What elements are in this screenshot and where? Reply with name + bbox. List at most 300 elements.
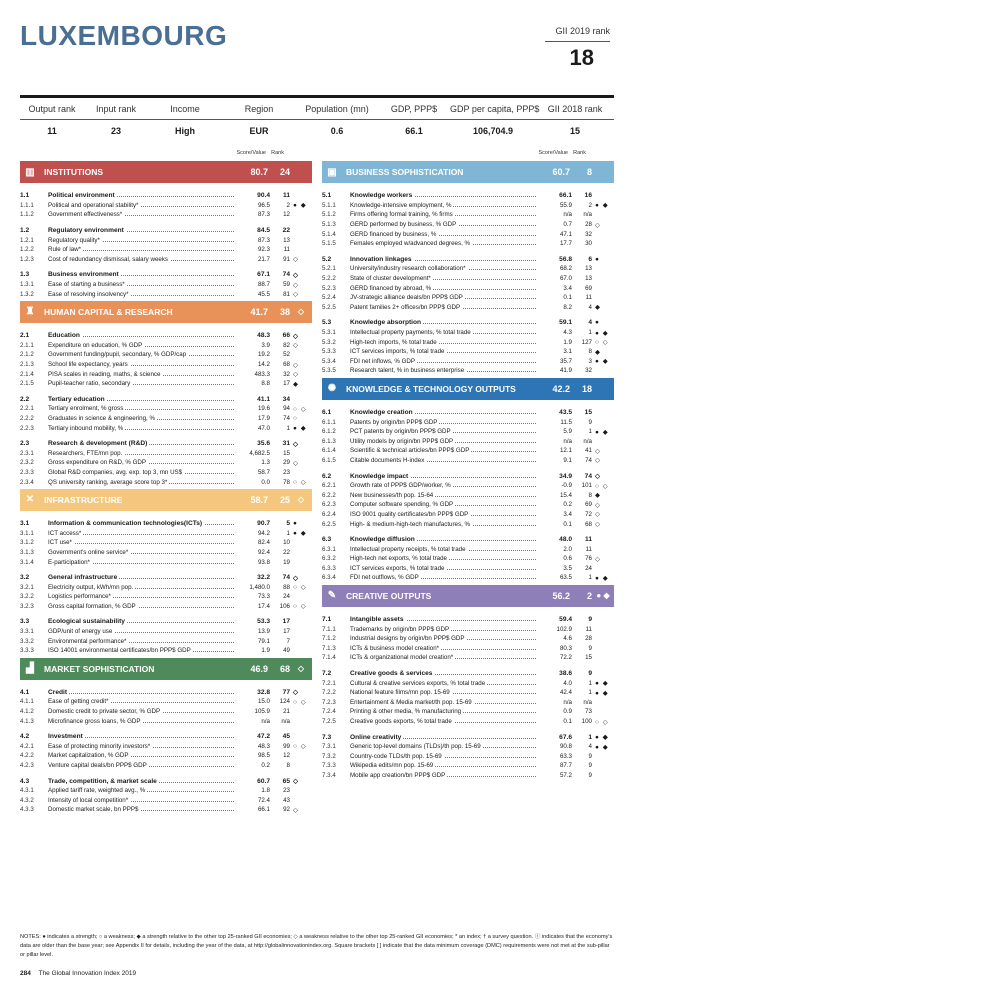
indicator-rank: 77 [282, 688, 290, 696]
indicator-rank: 2 [286, 201, 290, 209]
indicator-code: 6.3 [322, 536, 332, 544]
indicator-name [48, 628, 236, 635]
indicator-label: Research & development (R&D) [48, 440, 148, 448]
indicator-row [322, 201, 614, 211]
indicator-code: 1.2.1 [20, 236, 34, 244]
strength-weakness-marker: ◇ [293, 574, 299, 582]
indicator-label: Industrial designs by origin/bn PPP$ GDP [350, 635, 465, 643]
indicator-rank: 99 [283, 742, 290, 750]
indicator-value: 47.2 [257, 733, 270, 741]
indicator-value: 11.5 [560, 418, 572, 426]
gii-rank-label: GII 2019 rank [555, 26, 610, 36]
indicator-name [350, 565, 538, 572]
strength-weakness-marker: ◇ [293, 806, 299, 814]
indicator-rank: 17 [283, 380, 290, 388]
indicator-label: Ease of getting credit* [48, 698, 109, 706]
indicator-value: 87.7 [559, 762, 572, 770]
indicator-value: 35.7 [559, 357, 572, 365]
indicator-rank: 31 [282, 440, 290, 448]
indicator-row [20, 448, 312, 458]
indicator-code: 7.2.3 [322, 698, 336, 706]
indicator-value: 48.3 [257, 332, 270, 340]
indicator-row [20, 602, 312, 612]
indicator-row [20, 548, 312, 558]
indicator-row [20, 786, 312, 796]
strength-weakness-marker: ○ ◇ [293, 584, 307, 592]
indicator-code: 3.1.2 [20, 539, 34, 547]
indicator-value: 4.6 [563, 635, 572, 643]
indicator-row [20, 289, 312, 299]
indicator-rank: 11 [585, 536, 592, 544]
indicator-value: 41.9 [559, 367, 572, 375]
pillar-score: 56.2 [552, 590, 570, 601]
indicator-rank: 1 [588, 574, 592, 582]
indicator-code: 4.3.2 [20, 796, 34, 804]
indicator-row [322, 653, 614, 663]
indicator-label: Global R&D companies, avg. exp. top 3, mn US$ [48, 468, 183, 476]
indicator-label: GERD financed by business, % [350, 230, 437, 238]
score-value-header: Score/Value [538, 150, 568, 156]
indicator-row [20, 235, 312, 245]
indicator-label: Expenditure on education, % GDP [48, 341, 143, 349]
indicator-code: 3.2 [20, 574, 30, 582]
indicator-rank: 72 [585, 510, 592, 518]
pillar-rank: 38 [279, 306, 290, 317]
indicator-code: 1.3 [20, 271, 30, 279]
indicator-code: 3.3.3 [20, 647, 34, 655]
indicator-row [322, 752, 614, 762]
indicator-label: Political and operational stability* [48, 201, 139, 209]
indicator-row [20, 255, 312, 265]
indicator-value: 102.9 [556, 625, 572, 633]
indicator-label: GDP/unit of energy use [48, 628, 113, 636]
sub-pillar-row [322, 318, 614, 328]
indicator-code: 6.1.5 [322, 456, 336, 464]
indicator-value: 63.5 [559, 574, 572, 582]
indicator-name [48, 332, 236, 339]
strength-weakness-marker: ● ◆ [293, 425, 307, 433]
indicator-code: 7.2.5 [322, 718, 336, 726]
strength-weakness-marker: ◇ [595, 457, 601, 465]
indicator-code: 4.1.1 [20, 698, 34, 706]
rank-header: Rank [271, 150, 284, 156]
indicator-name [350, 574, 538, 581]
indicator-rank: 43 [283, 796, 290, 804]
indicator-name [350, 265, 538, 272]
sub-pillar-row [322, 535, 614, 545]
indicator-row [322, 456, 614, 466]
indicator-code: 4.1.3 [20, 717, 34, 725]
indicator-rank: 45 [282, 733, 290, 741]
strength-weakness-marker: ● ◆ [595, 574, 609, 582]
indicator-rank: 106 [279, 602, 290, 610]
indicator-rank: 9 [588, 644, 592, 652]
indicator-code: 5.2 [322, 255, 332, 263]
indicator-value: 55.9 [559, 201, 572, 209]
indicator-row [322, 761, 614, 771]
strength-weakness-marker: ◇ [293, 281, 299, 289]
indicator-value: 1.9 [563, 338, 572, 346]
indicator-name [350, 419, 538, 426]
indicator-rank: 41 [585, 447, 592, 455]
indicator-name [350, 409, 538, 416]
indicator-value: 0.1 [563, 718, 572, 726]
indicator-code: 2.1.5 [20, 380, 34, 388]
profile-value-cell: 0.6 [330, 126, 344, 136]
indicator-label: Government effectiveness* [48, 211, 123, 219]
indicator-code: 5.3.4 [322, 357, 336, 365]
indicator-row [322, 707, 614, 717]
strength-weakness-marker: ● ◆ [595, 743, 609, 751]
indicator-name [48, 584, 236, 591]
indicator-rank: 91 [283, 255, 290, 263]
profile-header-cell: Input rank [84, 98, 148, 120]
indicator-label: ICT services exports, % total trade [350, 564, 445, 572]
indicator-name [48, 733, 236, 740]
indicator-row [20, 805, 312, 815]
indicator-rank: 30 [585, 240, 592, 248]
indicator-label: ICT services imports, % total trade [350, 348, 445, 356]
strength-weakness-marker: ● ◆ [595, 202, 609, 210]
indicator-value: 72.4 [257, 796, 270, 804]
indicator-label: Firms offering formal training, % firms [350, 211, 453, 219]
indicator-code: 6.2.5 [322, 520, 336, 528]
indicator-label: FDI net inflows, % GDP [350, 357, 415, 365]
indicator-name [48, 396, 236, 403]
graduation-cap-icon: ♜ [25, 306, 35, 318]
indicator-name [48, 227, 236, 234]
indicator-label: Entertainment & Media market/th pop. 15-69 [350, 698, 472, 706]
strength-weakness-marker: ◇ [595, 221, 601, 229]
strength-weakness-marker: ● ◆ [595, 428, 609, 436]
indicator-value: 13.9 [257, 628, 270, 636]
indicator-label: New businesses/th pop. 15-64 [350, 491, 434, 499]
indicator-label: Business environment [48, 271, 119, 279]
indicator-name [350, 511, 538, 518]
indicator-row [20, 414, 312, 424]
indicator-code: 2.2.2 [20, 414, 34, 422]
palette-icon: ✎ [327, 590, 337, 602]
strength-weakness-marker: ○ ◇ [595, 718, 609, 726]
strength-weakness-marker: ◇ [595, 447, 601, 455]
indicator-rank: 74 [283, 414, 290, 422]
indicator-label: Utility models by origin/bn PPP$ GDP [350, 437, 454, 445]
indicator-code: 2.3.3 [20, 468, 34, 476]
indicator-rank: 1 [286, 529, 290, 537]
indicator-label: National feature films/mn pop. 15-69 [350, 689, 450, 697]
indicator-value: 84.5 [257, 227, 270, 235]
indicator-row [322, 634, 614, 644]
indicator-rank: 5 [286, 520, 290, 528]
profile-header-cell: GDP, PPP$ [378, 98, 450, 120]
indicator-rank: 24 [585, 564, 592, 572]
sub-pillar-row [20, 395, 312, 405]
indicator-name [350, 536, 538, 543]
pillar-name: BUSINESS SOPHISTICATION [346, 167, 464, 177]
indicator-rank: 11 [585, 545, 592, 553]
indicator-name [350, 202, 538, 209]
indicator-code: 1.3.2 [20, 290, 34, 298]
indicator-rank: 11 [283, 192, 290, 200]
indicator-name [350, 256, 538, 263]
indicator-value: 21.7 [257, 255, 270, 263]
indicator-name [48, 574, 236, 581]
indicator-code: 2.3.4 [20, 478, 34, 486]
indicator-code: 3.2.3 [20, 602, 34, 610]
sub-pillar-row [20, 617, 312, 627]
indicator-rank: 9 [588, 771, 592, 779]
indicator-name [48, 291, 236, 298]
indicator-value: 0.1 [563, 520, 572, 528]
indicator-code: 5.1 [322, 192, 332, 200]
indicator-row [322, 347, 614, 357]
indicator-label: Knowledge diffusion [350, 536, 415, 544]
indicator-code: 5.3 [322, 319, 332, 327]
indicator-label: General infrastructure [48, 574, 118, 582]
indicator-label: Printing & other media, % manufacturing [350, 708, 462, 716]
indicator-code: 7.1.1 [322, 625, 336, 633]
indicator-name [350, 240, 538, 247]
indicator-rank: 9 [588, 752, 592, 760]
indicator-label: Ease of starting a business* [48, 281, 125, 289]
indicator-name [350, 339, 538, 346]
indicator-rank: 1 [588, 428, 592, 436]
indicator-label: ICTs & business model creation* [350, 644, 440, 652]
indicator-rank: 21 [283, 708, 290, 716]
indicator-code: 6.1.3 [322, 437, 336, 445]
indicator-rank: 32 [585, 367, 592, 375]
institution-icon: ▥ [25, 166, 35, 178]
indicator-label: GERD financed by abroad, % [350, 284, 432, 292]
indicator-rank: 65 [282, 777, 290, 785]
indicator-code: 6.3.2 [322, 555, 336, 563]
indicator-code: 3.2.1 [20, 583, 34, 591]
indicator-value: 3.4 [563, 510, 572, 518]
indicator-value: -0.9 [561, 482, 572, 490]
indicator-name [48, 351, 236, 358]
indicator-value: 94.2 [257, 529, 270, 537]
bar-chart-icon: ▟ [26, 663, 34, 675]
indicator-rank: 22 [283, 548, 290, 556]
indicator-value: 93.8 [257, 558, 270, 566]
indicator-value: 5.9 [563, 428, 572, 436]
indicator-code: 4.3 [20, 777, 30, 785]
indicator-rank: 8 [588, 348, 592, 356]
indicator-label: Government's online service* [48, 548, 129, 556]
indicator-rank: 28 [585, 635, 592, 643]
indicator-rank: 32 [283, 370, 290, 378]
indicator-row [322, 328, 614, 338]
indicator-code: 7.3.4 [322, 771, 336, 779]
indicator-name [48, 415, 236, 422]
indicator-code: 5.2.2 [322, 275, 336, 283]
profile-value-cell: 11 [47, 126, 57, 136]
indicator-row [322, 303, 614, 313]
pillar-header [20, 658, 312, 680]
indicator-code: 5.1.4 [322, 230, 336, 238]
sub-pillar-row [20, 439, 312, 449]
indicator-value: 48.0 [559, 536, 572, 544]
strength-weakness-marker: ● ◆ [595, 734, 609, 742]
indicator-rank: 4 [588, 319, 592, 327]
indicator-value: 17.4 [257, 602, 270, 610]
sub-pillar-row [322, 615, 614, 625]
indicator-code: 5.2.3 [322, 284, 336, 292]
column-header [322, 148, 614, 158]
indicator-label: Environmental performance* [48, 637, 127, 645]
profile-header-cell: GDP per capita, PPP$ [450, 98, 536, 120]
strength-weakness-marker: ○ ◇ [595, 482, 609, 490]
indicator-row [322, 698, 614, 708]
indicator-value: 47.0 [257, 424, 270, 432]
indicator-code: 4.1.2 [20, 708, 34, 716]
indicator-name [350, 616, 538, 623]
strength-weakness-marker: ● ◆ [595, 680, 609, 688]
indicator-rank: 76 [585, 555, 592, 563]
indicator-code: 5.3.2 [322, 338, 336, 346]
indicator-value: 15.0 [257, 698, 270, 706]
indicator-code: 2.3 [20, 440, 30, 448]
indicator-code: 3.1.1 [20, 529, 34, 537]
indicator-value: 9.1 [563, 456, 572, 464]
indicator-value: 15.4 [559, 491, 572, 499]
indicator-rank: 9 [588, 762, 592, 770]
indicator-code: 6.1 [322, 408, 332, 416]
indicator-row [322, 717, 614, 727]
strength-weakness-marker: ◆ [595, 348, 601, 356]
indicator-code: 2.2.3 [20, 424, 34, 432]
indicator-row [20, 538, 312, 548]
indicator-row [322, 510, 614, 520]
indicator-value: 105.9 [254, 708, 270, 716]
sub-pillar-row [20, 331, 312, 341]
indicator-code: 3.1 [20, 520, 30, 528]
indicator-name [350, 680, 538, 687]
indicator-value: 3.5 [563, 564, 572, 572]
indicator-name [350, 457, 538, 464]
indicator-label: ICTs & organizational model creation* [350, 654, 454, 662]
indicator-label: Generic top-level domains (TLDs)/th pop. 15-69 [350, 743, 481, 751]
indicator-row [322, 210, 614, 220]
strength-weakness-marker: ◇ [293, 778, 299, 786]
pillar-rank: 8 [586, 167, 592, 177]
indicator-name [350, 521, 538, 528]
indicator-rank: 17 [283, 628, 290, 636]
indicator-label: Education [48, 332, 80, 340]
indicator-rank: n/a [583, 698, 592, 706]
column-header [20, 148, 312, 158]
indicator-value: 0.1 [563, 294, 572, 302]
lightbulb-icon: ✺ [327, 383, 337, 395]
indicator-name [48, 440, 236, 447]
indicator-code: 3.1.3 [20, 548, 34, 556]
indicator-rank: 15 [584, 408, 592, 416]
indicator-label: Computer software spending, % GDP [350, 501, 454, 509]
indicator-code: 2.2 [20, 395, 30, 403]
indicator-code: 7.2 [322, 670, 332, 678]
indicator-row [20, 796, 312, 806]
indicator-value: 8.8 [261, 380, 270, 388]
indicator-value: 53.3 [257, 618, 270, 626]
indicator-label: PISA scales in reading, maths, & science [48, 370, 161, 378]
indicator-code: 1.1 [20, 192, 30, 200]
indicator-name [48, 256, 236, 263]
indicator-value: 3.4 [563, 284, 572, 292]
indicator-code: 7.1.3 [322, 644, 336, 652]
indicator-row [322, 742, 614, 752]
left-column [20, 148, 312, 815]
indicator-code: 7.2.4 [322, 708, 336, 716]
indicator-name [350, 546, 538, 553]
strength-weakness-marker: ● ◆ [595, 689, 609, 697]
indicator-rank: 81 [283, 290, 290, 298]
indicator-code: 5.3.1 [322, 329, 336, 337]
strength-weakness-marker: ● [293, 520, 298, 528]
sub-pillar-row [322, 191, 614, 201]
indicator-label: Knowledge creation [350, 408, 413, 416]
indicator-rank: 68 [283, 361, 290, 369]
indicator-code: 7.3.2 [322, 752, 336, 760]
indicator-rank: n/a [583, 437, 592, 445]
indicator-rank: 16 [584, 192, 592, 200]
pillar-header [322, 161, 614, 183]
indicator-value: 4,682.5 [249, 449, 270, 457]
indicator-code: 4.3.3 [20, 806, 34, 814]
strength-weakness-marker: ○ ◇ [293, 405, 307, 413]
indicator-row [322, 274, 614, 284]
indicator-value: 17.9 [257, 414, 270, 422]
indicator-label: University/industry research collaboration* [350, 265, 466, 273]
indicator-rank: 68 [585, 520, 592, 528]
indicator-label: ICT access* [48, 529, 82, 537]
indicator-name [48, 237, 236, 244]
indicator-row [322, 644, 614, 654]
indicator-label: Ease of resolving insolvency* [48, 290, 129, 298]
indicator-value: 19.6 [257, 405, 270, 413]
indicator-label: Market capitalization, % GDP [48, 752, 129, 760]
indicator-rank: 8 [286, 762, 290, 770]
indicator-value: 41.1 [257, 395, 270, 403]
indicator-name [350, 329, 538, 336]
indicator-rank: 9 [588, 670, 592, 678]
indicator-row [322, 624, 614, 634]
indicator-row [20, 582, 312, 592]
indicator-label: Venture capital deals/bn PPP$ GDP [48, 762, 147, 770]
indicator-name [350, 275, 538, 282]
indicator-code: 6.2 [322, 472, 332, 480]
indicator-name [48, 469, 236, 476]
indicator-value: 66.1 [559, 192, 572, 200]
indicator-code: 5.2.4 [322, 294, 336, 302]
indicator-name [48, 638, 236, 645]
indicator-value: 67.0 [559, 275, 572, 283]
indicator-row [20, 636, 312, 646]
indicator-rank: 4 [588, 743, 592, 751]
indicator-rank: 6 [588, 255, 592, 263]
indicator-name [48, 689, 236, 696]
indicator-value: 67.6 [559, 733, 572, 741]
indicator-rank: 69 [585, 501, 592, 509]
indicator-value: 88.7 [257, 281, 270, 289]
indicator-code: 1.2.2 [20, 246, 34, 254]
indicator-label: Domestic credit to private sector, % GDP [48, 708, 161, 716]
indicator-name [350, 753, 538, 760]
indicator-rank: 88 [283, 583, 290, 591]
indicator-code: 6.3.4 [322, 574, 336, 582]
pillar-name: INFRASTRUCTURE [44, 494, 123, 505]
indicator-value: 17.7 [559, 240, 572, 248]
strength-weakness-marker: ◆ [595, 304, 601, 312]
